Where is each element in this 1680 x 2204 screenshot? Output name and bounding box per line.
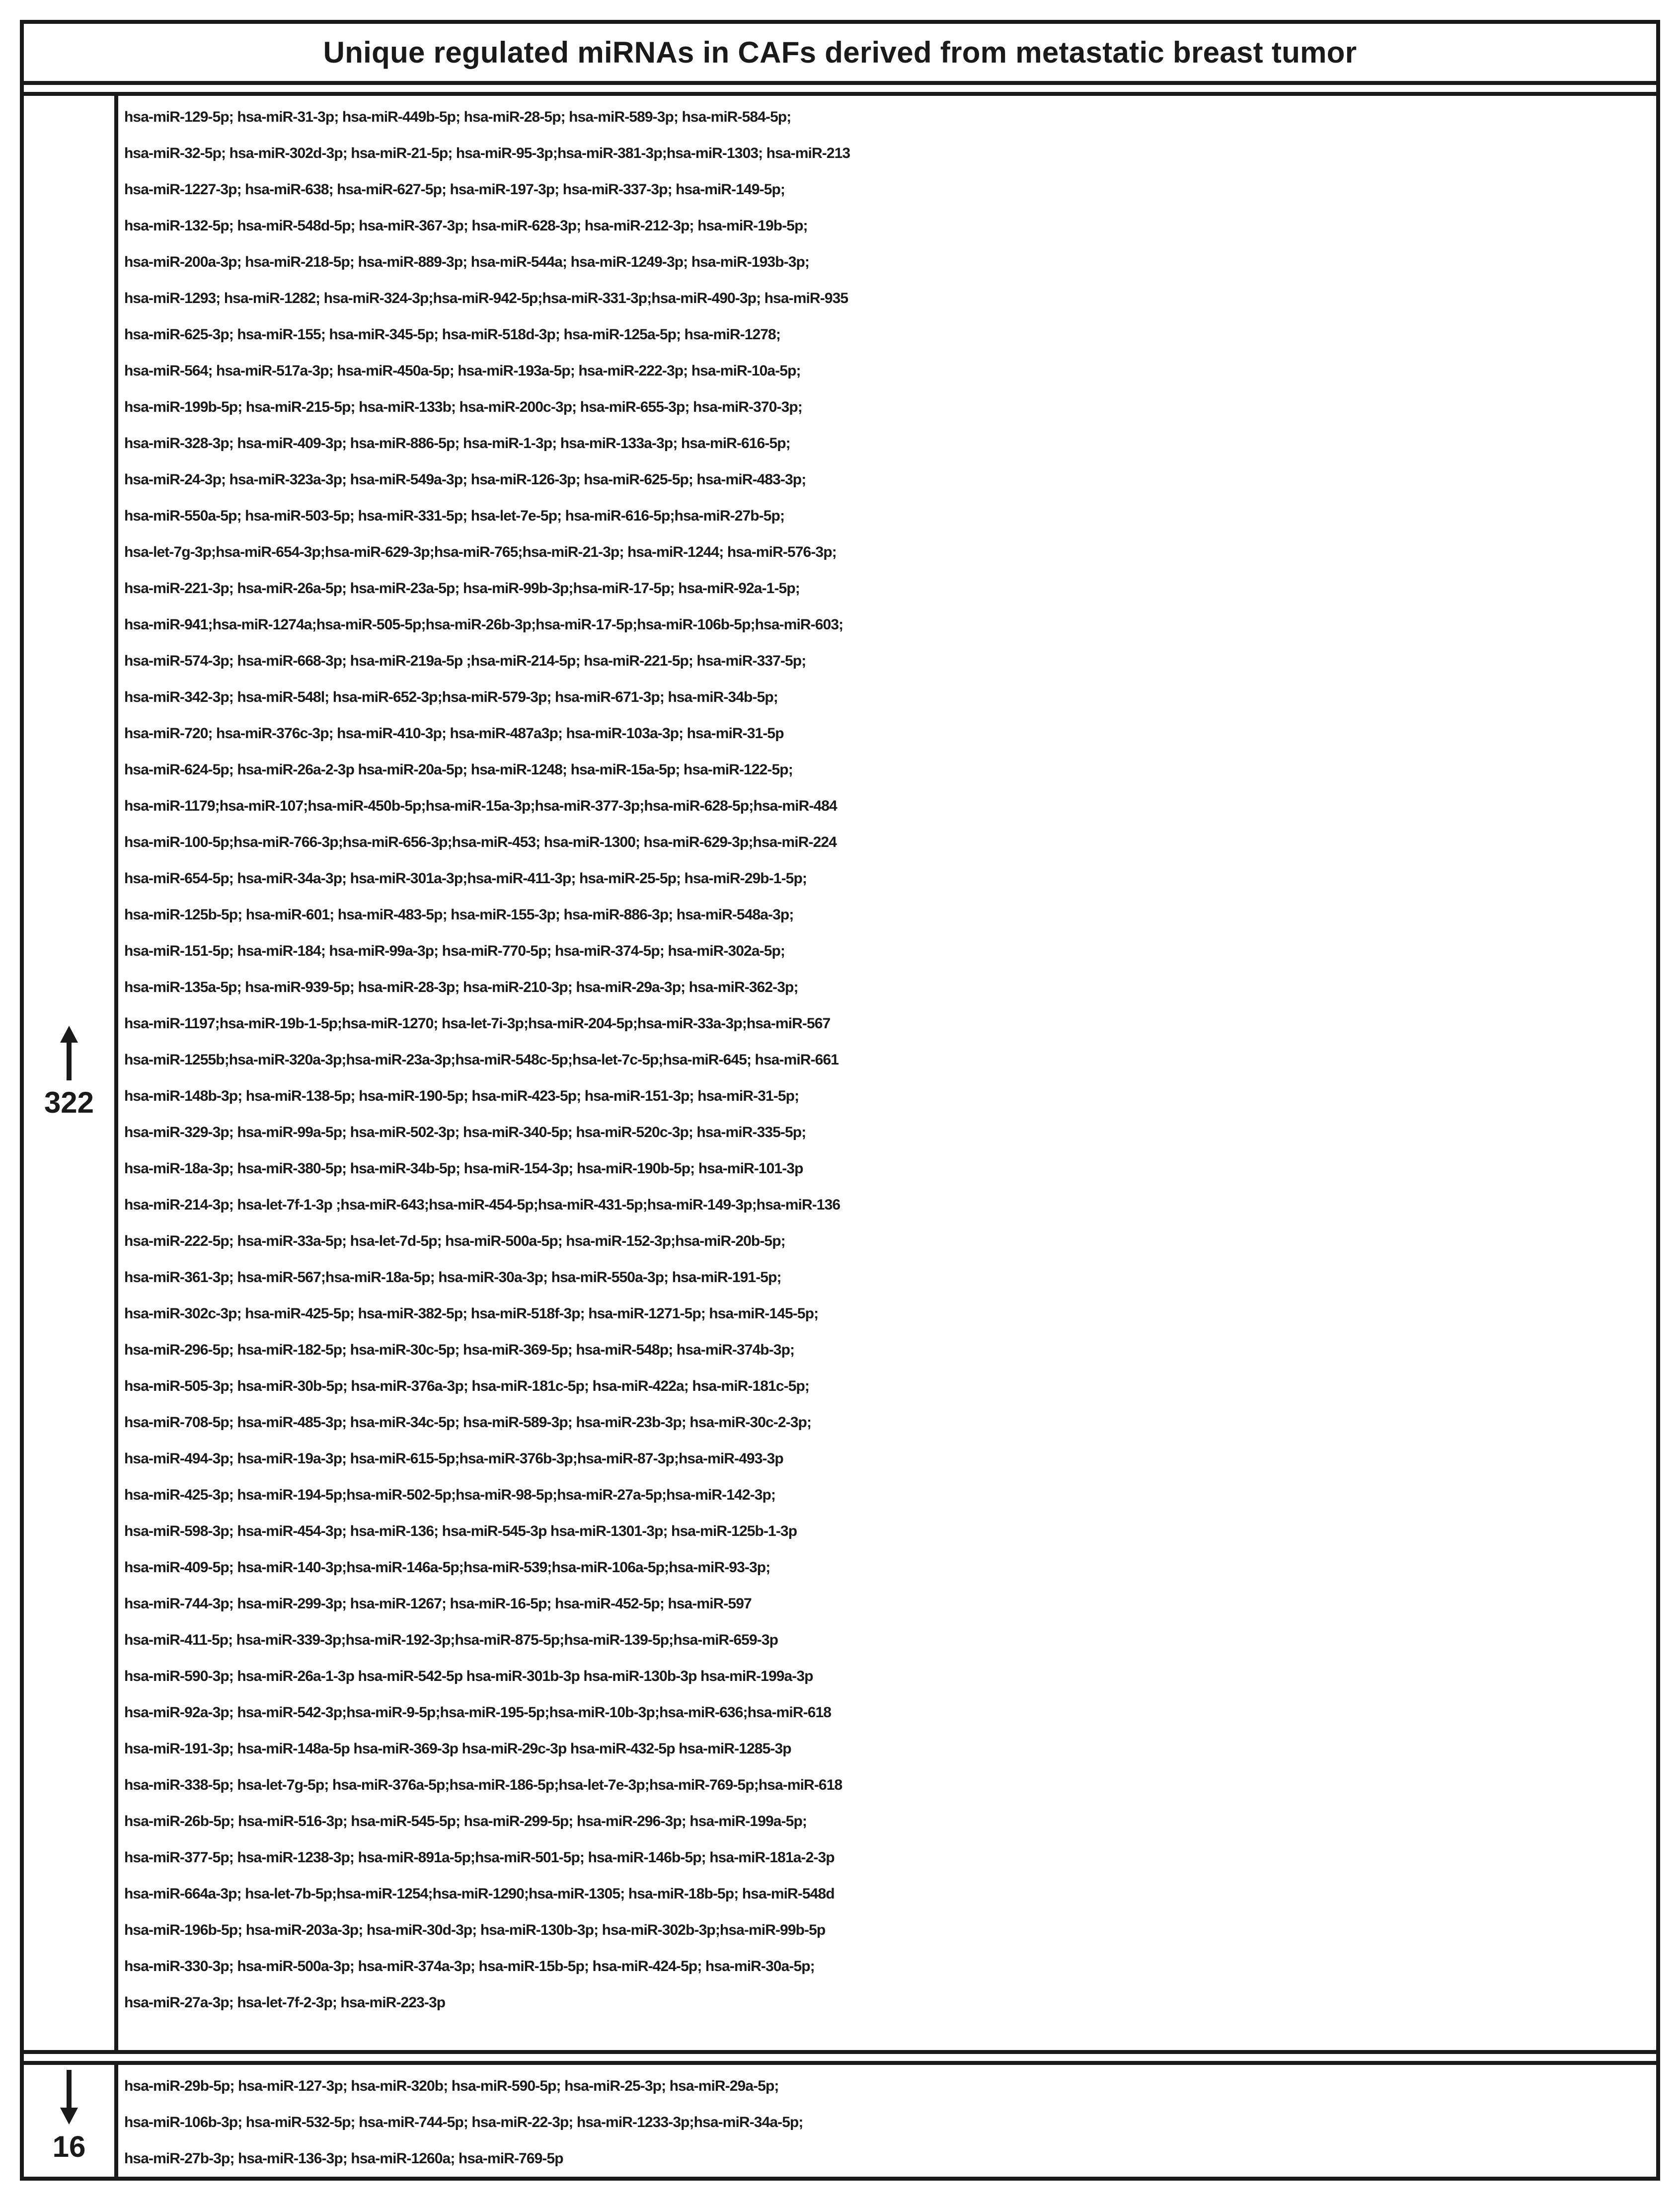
upregulated-mirna-list <box>118 96 1656 2050</box>
mirna-line: hsa-miR-744-3p; hsa-miR-299-3p; hsa-miR-1267; hsa-miR-16-5p; hsa-miR-452-5p; hsa-miR-597 <box>124 1595 752 1612</box>
mirna-line: hsa-miR-564; hsa-miR-517a-3p; hsa-miR-450a-5p; hsa-miR-193a-5p; hsa-miR-222-3p; hsa-miR-10a-5p; <box>124 362 801 379</box>
mirna-line: hsa-miR-135a-5p; hsa-miR-939-5p; hsa-miR-28-3p; hsa-miR-210-3p; hsa-miR-29a-3p; hsa-miR-362-3p; <box>124 979 798 995</box>
mirna-line: hsa-miR-425-3p; hsa-miR-194-5p;hsa-miR-502-5p;hsa-miR-98-5p;hsa-miR-27a-5p;hsa-miR-142-3p; <box>124 1486 776 1503</box>
mirna-line: hsa-miR-196b-5p; hsa-miR-203a-3p; hsa-miR-30d-3p; hsa-miR-130b-3p; hsa-miR-302b-3p;hsa-miR-99b-5p <box>124 1921 826 1938</box>
mirna-line: hsa-miR-1227-3p; hsa-miR-638; hsa-miR-627-5p; hsa-miR-197-3p; hsa-miR-337-3p; hsa-miR-149-5p; <box>124 181 785 198</box>
mirna-line: hsa-miR-199b-5p; hsa-miR-215-5p; hsa-miR-133b; hsa-miR-200c-3p; hsa-miR-655-3p; hsa-miR-370-3p; <box>124 398 802 415</box>
mirna-line: hsa-miR-409-5p; hsa-miR-140-3p;hsa-miR-146a-5p;hsa-miR-539;hsa-miR-106a-5p;hsa-miR-93-3p; <box>124 1559 770 1576</box>
mirna-line: hsa-miR-598-3p; hsa-miR-454-3p; hsa-miR-136; hsa-miR-545-3p hsa-miR-1301-3p; hsa-miR-125b-1-3p <box>124 1522 797 1539</box>
mirna-line: hsa-miR-296-5p; hsa-miR-182-5p; hsa-miR-30c-5p; hsa-miR-369-5p; hsa-miR-548p; hsa-miR-374b-3p; <box>124 1341 795 1358</box>
downregulated-count: 16 <box>52 2130 86 2163</box>
upregulated-indicator <box>24 96 118 2050</box>
mirna-line: hsa-miR-574-3p; hsa-miR-668-3p; hsa-miR-219a-5p ;hsa-miR-214-5p; hsa-miR-221-5p; hsa-miR-337-5p; <box>124 652 806 669</box>
mirna-line: hsa-miR-550a-5p; hsa-miR-503-5p; hsa-miR-331-5p; hsa-let-7e-5p; hsa-miR-616-5p;hsa-miR-27b-5p; <box>124 507 785 524</box>
mirna-line: hsa-miR-590-3p; hsa-miR-26a-1-3p hsa-miR-542-5p hsa-miR-301b-3p hsa-miR-130b-3p hsa-miR-199a-3p <box>124 1668 813 1684</box>
mirna-line: hsa-miR-494-3p; hsa-miR-19a-3p; hsa-miR-615-5p;hsa-miR-376b-3p;hsa-miR-87-3p;hsa-miR-493-3p <box>124 1450 783 1467</box>
mirna-line: hsa-miR-148b-3p; hsa-miR-138-5p; hsa-miR-190-5p; hsa-miR-423-5p; hsa-miR-151-3p; hsa-miR-31-5p; <box>124 1087 799 1104</box>
mirna-line: hsa-miR-29b-5p; hsa-miR-127-3p; hsa-miR-320b; hsa-miR-590-5p; hsa-miR-25-3p; hsa-miR-29a-5p; <box>124 2078 779 2094</box>
mirna-line: hsa-miR-214-3p; hsa-let-7f-1-3p ;hsa-miR-643;hsa-miR-454-5p;hsa-miR-431-5p;hsa-miR-149-3p;hsa-miR-136 <box>124 1196 840 1213</box>
upregulated-count: 322 <box>44 1086 94 1120</box>
mirna-line: hsa-miR-941;hsa-miR-1274a;hsa-miR-505-5p;hsa-miR-26b-3p;hsa-miR-17-5p;hsa-miR-106b-5p;hsa-miR-603; <box>124 616 843 633</box>
mirna-line: hsa-miR-222-5p; hsa-miR-33a-5p; hsa-let-7d-5p; hsa-miR-500a-5p; hsa-miR-152-3p;hsa-miR-20b-5p; <box>124 1232 785 1249</box>
mirna-line: hsa-miR-377-5p; hsa-miR-1238-3p; hsa-miR-891a-5p;hsa-miR-501-5p; hsa-miR-146b-5p; hsa-miR-181a-2-3p <box>124 1849 835 1866</box>
mirna-line: hsa-miR-92a-3p; hsa-miR-542-3p;hsa-miR-9-5p;hsa-miR-195-5p;hsa-miR-10b-3p;hsa-miR-636;hsa-miR-618 <box>124 1704 832 1721</box>
downregulated-mirna-list <box>118 2065 1656 2177</box>
mirna-line: hsa-miR-1179;hsa-miR-107;hsa-miR-450b-5p;hsa-miR-15a-3p;hsa-miR-377-3p;hsa-miR-628-5p;hsa-miR-484 <box>124 797 837 814</box>
mirna-line: hsa-miR-329-3p; hsa-miR-99a-5p; hsa-miR-502-3p; hsa-miR-340-5p; hsa-miR-520c-3p; hsa-miR-335-5p; <box>124 1124 806 1140</box>
mirna-line: hsa-miR-24-3p; hsa-miR-323a-3p; hsa-miR-549a-3p; hsa-miR-126-3p; hsa-miR-625-5p; hsa-miR-483-3p; <box>124 471 806 488</box>
mirna-line: hsa-miR-129-5p; hsa-miR-31-3p; hsa-miR-449b-5p; hsa-miR-28-5p; hsa-miR-589-3p; hsa-miR-584-5p; <box>124 108 791 125</box>
mirna-line: hsa-miR-151-5p; hsa-miR-184; hsa-miR-99a-3p; hsa-miR-770-5p; hsa-miR-374-5p; hsa-miR-302a-5p; <box>124 942 785 959</box>
mirna-line: hsa-miR-125b-5p; hsa-miR-601; hsa-miR-483-5p; hsa-miR-155-3p; hsa-miR-886-3p; hsa-miR-548a-3p; <box>124 906 794 923</box>
mirna-line: hsa-miR-1293; hsa-miR-1282; hsa-miR-324-3p;hsa-miR-942-5p;hsa-miR-331-3p;hsa-miR-490-3p; hsa-miR-935 <box>124 290 848 306</box>
mirna-table <box>20 20 1660 2181</box>
mirna-line: hsa-miR-18a-3p; hsa-miR-380-5p; hsa-miR-34b-5p; hsa-miR-154-3p; hsa-miR-190b-5p; hsa-miR-101-3p <box>124 1160 803 1177</box>
mirna-line: hsa-miR-27b-3p; hsa-miR-136-3p; hsa-miR-1260a; hsa-miR-769-5p <box>124 2150 563 2167</box>
mirna-line: hsa-miR-720; hsa-miR-376c-3p; hsa-miR-410-3p; hsa-miR-487a3p; hsa-miR-103a-3p; hsa-miR-31-5p <box>124 725 784 742</box>
mirna-line: hsa-miR-221-3p; hsa-miR-26a-5p; hsa-miR-23a-5p; hsa-miR-99b-3p;hsa-miR-17-5p; hsa-miR-92a-1-5p; <box>124 580 800 597</box>
divider <box>24 2054 1656 2065</box>
divider <box>24 85 1656 96</box>
mirna-line: hsa-miR-132-5p; hsa-miR-548d-5p; hsa-miR-367-3p; hsa-miR-628-3p; hsa-miR-212-3p; hsa-miR-19b-5p; <box>124 217 808 234</box>
mirna-line: hsa-miR-106b-3p; hsa-miR-532-5p; hsa-miR-744-5p; hsa-miR-22-3p; hsa-miR-1233-3p;hsa-miR-34a-5p; <box>124 2114 803 2130</box>
upregulated-row <box>24 96 1656 2054</box>
mirna-line: hsa-miR-505-3p; hsa-miR-30b-5p; hsa-miR-376a-3p; hsa-miR-181c-5p; hsa-miR-422a; hsa-miR-181c-5p; <box>124 1377 810 1394</box>
mirna-line: hsa-miR-100-5p;hsa-miR-766-3p;hsa-miR-656-3p;hsa-miR-453; hsa-miR-1300; hsa-miR-629-3p;hsa-miR-224 <box>124 834 837 850</box>
mirna-line: hsa-let-7g-3p;hsa-miR-654-3p;hsa-miR-629-3p;hsa-miR-765;hsa-miR-21-3p; hsa-miR-1244; hsa-miR-576-3p; <box>124 543 837 560</box>
mirna-line: hsa-miR-411-5p; hsa-miR-339-3p;hsa-miR-192-3p;hsa-miR-875-5p;hsa-miR-139-5p;hsa-miR-659-3p <box>124 1631 778 1648</box>
mirna-line: hsa-miR-27a-3p; hsa-let-7f-2-3p; hsa-miR-223-3p <box>124 1994 446 2011</box>
mirna-line: hsa-miR-330-3p; hsa-miR-500a-3p; hsa-miR-374a-3p; hsa-miR-15b-5p; hsa-miR-424-5p; hsa-miR-30a-5p; <box>124 1958 815 1975</box>
mirna-line: hsa-miR-26b-5p; hsa-miR-516-3p; hsa-miR-545-5p; hsa-miR-299-5p; hsa-miR-296-3p; hsa-miR-199a-5p; <box>124 1813 807 1829</box>
mirna-line: hsa-miR-328-3p; hsa-miR-409-3p; hsa-miR-886-5p; hsa-miR-1-3p; hsa-miR-133a-3p; hsa-miR-616-5p; <box>124 435 790 452</box>
mirna-line: hsa-miR-624-5p; hsa-miR-26a-2-3p hsa-miR-20a-5p; hsa-miR-1248; hsa-miR-15a-5p; hsa-miR-122-5p; <box>124 761 793 778</box>
mirna-line: hsa-miR-302c-3p; hsa-miR-425-5p; hsa-miR-382-5p; hsa-miR-518f-3p; hsa-miR-1271-5p; hsa-miR-145-5p; <box>124 1305 819 1322</box>
mirna-line: hsa-miR-1197;hsa-miR-19b-1-5p;hsa-miR-1270; hsa-let-7i-3p;hsa-miR-204-5p;hsa-miR-33a-3p;hsa-miR-567 <box>124 1015 831 1032</box>
mirna-line: hsa-miR-1255b;hsa-miR-320a-3p;hsa-miR-23a-3p;hsa-miR-548c-5p;hsa-let-7c-5p;hsa-miR-645; hsa-miR-661 <box>124 1051 839 1068</box>
mirna-line: hsa-miR-342-3p; hsa-miR-548l; hsa-miR-652-3p;hsa-miR-579-3p; hsa-miR-671-3p; hsa-miR-34b-5p; <box>124 688 778 705</box>
arrow-down-icon <box>59 2070 79 2125</box>
downregulated-row <box>24 2065 1656 2177</box>
mirna-line: hsa-miR-654-5p; hsa-miR-34a-3p; hsa-miR-301a-3p;hsa-miR-411-3p; hsa-miR-25-5p; hsa-miR-29b-1-5p; <box>124 870 807 887</box>
mirna-line: hsa-miR-191-3p; hsa-miR-148a-5p hsa-miR-369-3p hsa-miR-29c-3p hsa-miR-432-5p hsa-miR-1285-3p <box>124 1740 791 1757</box>
mirna-line: hsa-miR-664a-3p; hsa-let-7b-5p;hsa-miR-1254;hsa-miR-1290;hsa-miR-1305; hsa-miR-18b-5p; hsa-miR-548d <box>124 1885 835 1902</box>
table-title: Unique regulated miRNAs in CAFs derived from metastatic breast tumor <box>24 24 1656 85</box>
mirna-line: hsa-miR-708-5p; hsa-miR-485-3p; hsa-miR-34c-5p; hsa-miR-589-3p; hsa-miR-23b-3p; hsa-miR-30c-2-3p; <box>124 1414 812 1431</box>
mirna-line: hsa-miR-200a-3p; hsa-miR-218-5p; hsa-miR-889-3p; hsa-miR-544a; hsa-miR-1249-3p; hsa-miR-193b-3p; <box>124 253 810 270</box>
mirna-line: hsa-miR-361-3p; hsa-miR-567;hsa-miR-18a-5p; hsa-miR-30a-3p; hsa-miR-550a-3p; hsa-miR-191-5p; <box>124 1269 781 1286</box>
mirna-line: hsa-miR-338-5p; hsa-let-7g-5p; hsa-miR-376a-5p;hsa-miR-186-5p;hsa-let-7e-3p;hsa-miR-769-5p;hsa-miR-618 <box>124 1776 842 1793</box>
downregulated-indicator <box>24 2065 118 2177</box>
mirna-line: hsa-miR-625-3p; hsa-miR-155; hsa-miR-345-5p; hsa-miR-518d-3p; hsa-miR-125a-5p; hsa-miR-1278; <box>124 326 780 343</box>
mirna-line: hsa-miR-32-5p; hsa-miR-302d-3p; hsa-miR-21-5p; hsa-miR-95-3p;hsa-miR-381-3p;hsa-miR-1303; hsa-miR-213 <box>124 145 850 161</box>
arrow-up-icon <box>59 1026 79 1080</box>
